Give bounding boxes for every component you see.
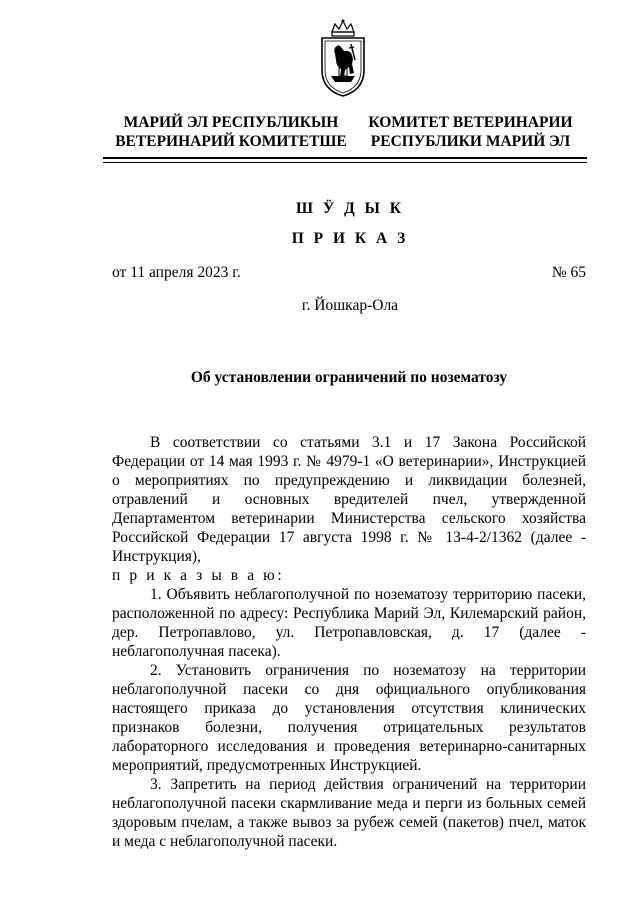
document-city: г. Йошкар-Ола xyxy=(301,297,399,314)
item-3-paragraph: 3. Запретить на период действия ограничений на территории неблагополучной пасеки скармливание меда и перги из больных семей здоровым пчелам, а также вывоз за рубеж семей (пакетов) пчел, маток и меда с неблагополучной пасеки. xyxy=(112,776,586,850)
item-2-paragraph: 2. Установить ограничения по нозематозу на территории неблагополучной пасеки со дня официального опубликования настоящего приказа до установления отсутствия клинических признаков болезни, получения отрицательных результатов лабораторного исследования и проведения ветеринарно-санитарных мероприятий, предусмотренных Инструкцией. xyxy=(112,662,586,774)
header-divider-thin xyxy=(103,162,587,163)
item-1-paragraph: 1. Объявить неблагополучной по нозематозу территорию пасеки, расположенной по адресу: Республика Марий Эл, Килемарский район, дер. Петропавлово, ул. Петропавловская, д. 17 (далее - неблагополучная пасека). xyxy=(112,586,586,660)
org-name-mari xyxy=(112,113,350,151)
document-number: № 65 xyxy=(551,264,586,281)
org-name-russian-line1: КОМИТЕТ ВЕТЕРИНАРИИ xyxy=(368,114,573,131)
document-title: Об установлении ограничений по нозематозу xyxy=(190,369,508,386)
preamble-paragraph: В соответствии со статьями 3.1 и 17 Закона Российской Федерации от 14 мая 1993 г. № 4979-1 «О ветеринарии», Инструкцией о мероприятиях по предупреждению и ликвидации болезней, отравлений и основных вредителей пчел, утвержденной Департаментом ветеринарии Министерства сельского хозяйства Российской Федерации 17 августа 1998 г. № 13-4-2/1362 (далее - Инструкция), xyxy=(112,434,586,565)
document-type-mari: Ш Ӱ Д Ы К xyxy=(295,200,405,217)
org-name-mari-line1: МАРИЙ ЭЛ РЕСПУБЛИКЫН xyxy=(123,114,339,131)
order-word: п р и к а з ы в а ю: xyxy=(112,567,285,584)
document-type-russian: П Р И К А З xyxy=(291,230,409,247)
document-date: от 11 апреля 2023 г. xyxy=(112,264,241,281)
header-divider-thick xyxy=(103,157,587,159)
org-name-russian-line2: РЕСПУБЛИКИ МАРИЙ ЭЛ xyxy=(370,133,571,150)
org-name-mari-line2: ВЕТЕРИНАРИЙ КОМИТЕТШЕ xyxy=(115,133,347,150)
org-name-russian xyxy=(368,113,573,151)
coat-of-arms-icon xyxy=(318,18,368,98)
document-body xyxy=(112,433,586,851)
